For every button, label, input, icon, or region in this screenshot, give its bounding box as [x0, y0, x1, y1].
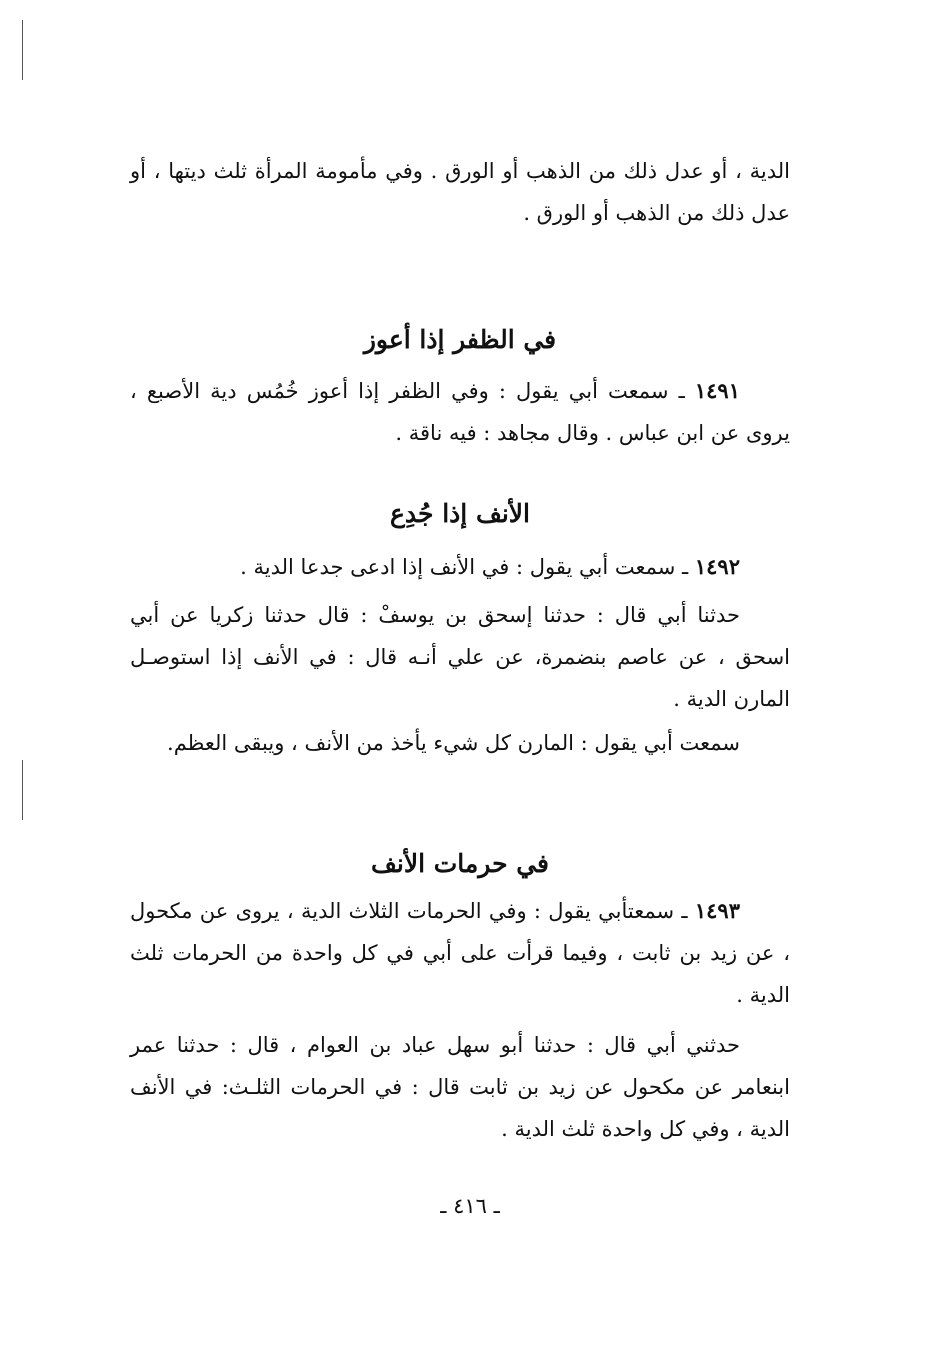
entry-number: ١٤٩١: [694, 378, 740, 403]
section-heading: الأنف إذا جُدِع: [390, 499, 530, 528]
entry-text: ـ سمعت أبي يقول : وفي الظفر إذا أعوز خُمُس دية الأصبع ، يروى عن ابن عباس . وقال مجاهد : فيه ناقة .: [130, 379, 790, 445]
continued-paragraph: الدية ، أو عدل ذلك من الذهب أو الورق . وفي مأمومة المرأة ثلث ديتها ، أو عدل ذلك من الذهب أو الورق .: [130, 159, 790, 225]
entry-text: ـ سمعت أبي يقول : في الأنف إذا ادعى جدعا الدية .: [240, 555, 689, 579]
margin-line: [22, 20, 23, 80]
entry-1493: [130, 890, 790, 1016]
entry-number: ١٤٩٣: [694, 898, 740, 923]
entry-1491: [130, 370, 790, 454]
section-heading: في الظفر إذا أعوز: [363, 325, 557, 354]
hadith-paragraph: حدثنا أبي قال : حدثنا إسحق بن يوسفْ : قال حدثنا زكريا عن أبي اسحق ، عن عاصم بنضمرة، عن علي أنـه قال : في الأنف إذا استوصـل المارن الدية .: [130, 603, 791, 711]
section-heading: في حرمات الأنف: [370, 849, 550, 878]
hadith-paragraph: سمعت أبي يقول : المارن كل شيء يأخذ من الأنف ، ويبقى العظم.: [167, 731, 740, 755]
page-number: ـ ٤١٦ ـ: [440, 1194, 500, 1218]
entry-number: ١٤٩٢: [694, 554, 740, 579]
hadith-paragraph: حدثني أبي قال : حدثنا أبو سهل عباد بن العوام ، قال : حدثنا عمر ابنعامر عن مكحول عن زيد بن ثابت قال : في الحرمات الثلـث: في الأنف الدية ، وفي كل واحدة ثلث الدية .: [130, 1033, 790, 1141]
entry-1492: [130, 546, 790, 588]
entry-text: ـ سمعتأبي يقول : وفي الحرمات الثلاث الدية ، يروى عن مكحول ، عن زيد بن ثابت ، وفيما قرأت على أبي في كل واحدة من الحرمات ثلث الدية .: [130, 899, 790, 1007]
margin-line: [22, 760, 23, 820]
